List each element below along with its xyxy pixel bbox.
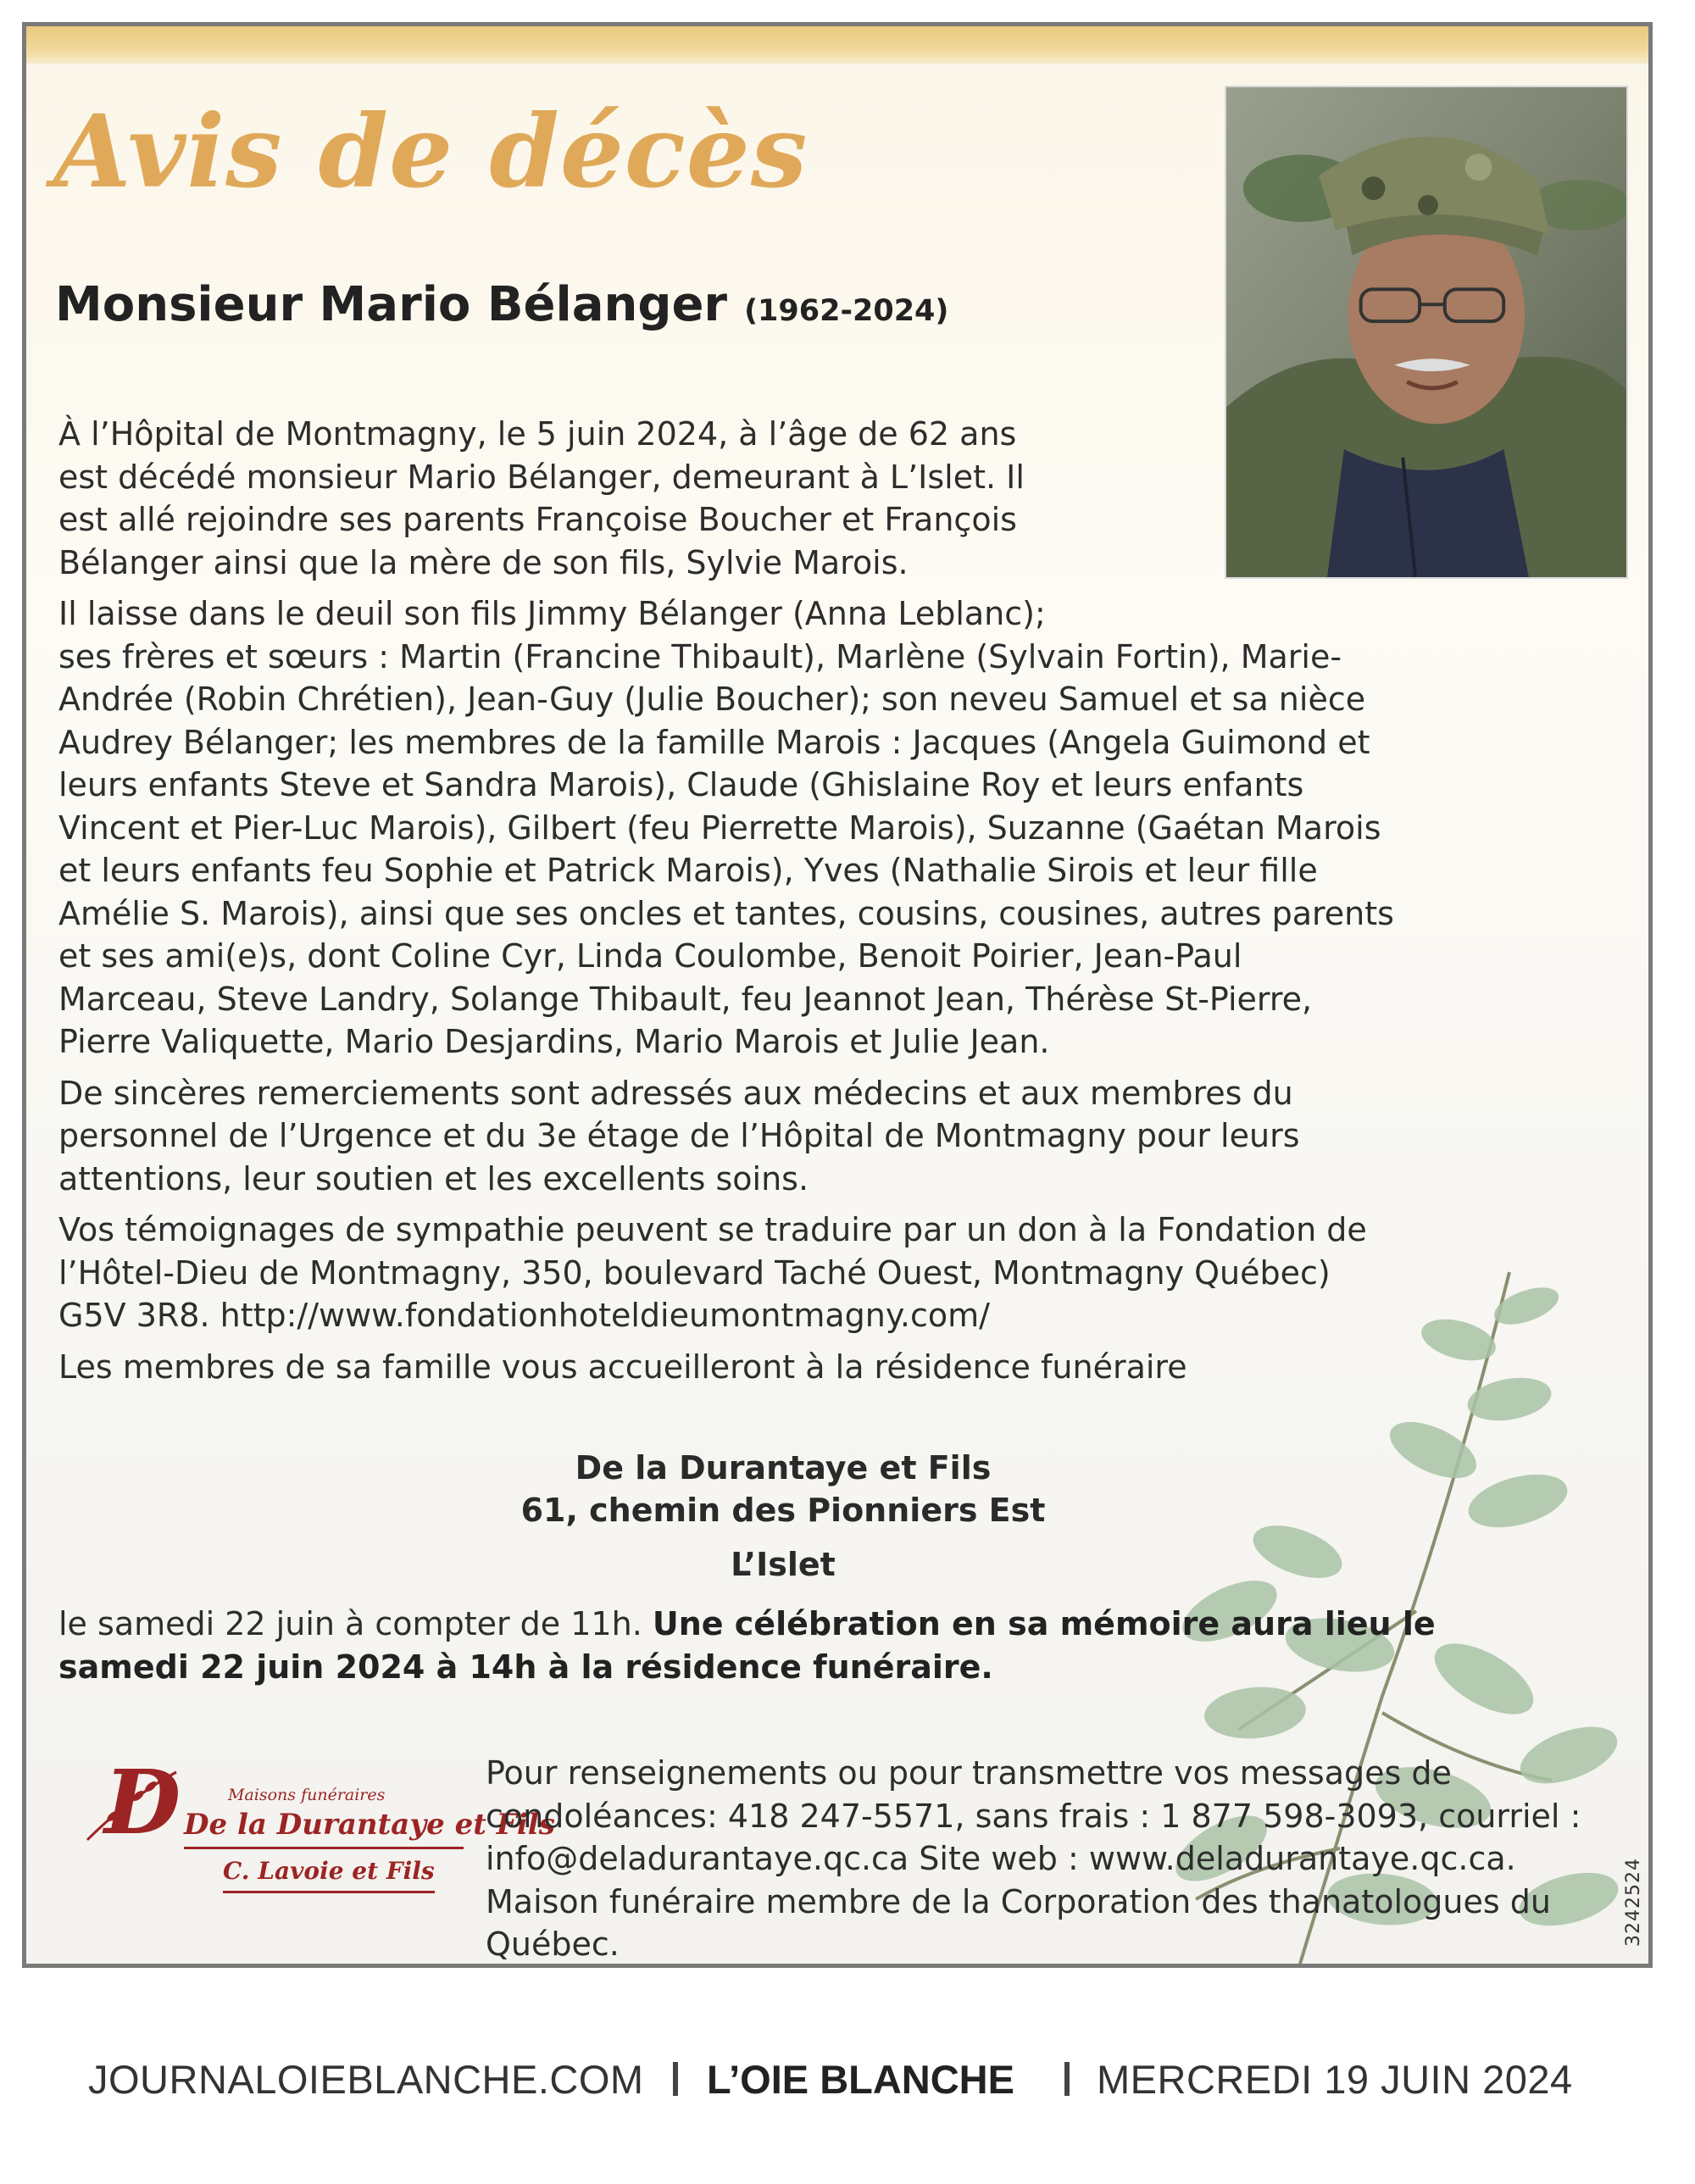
contact-information: Pour renseignements ou pour transmettre vos messages de condoléances: 418 247-5571, sans frais : 1 877 598-3093, courriel : info@deladurantaye.qc.ca Site web : www.deladurantaye.qc.ca. Maison funéraire membre de la Corporation des thanatologues du Québec.	[486, 1754, 1581, 1963]
ad-reference-number: 3242524	[1623, 1858, 1644, 1947]
funeral-home-street: 61, chemin des Pionniers Est	[520, 1492, 1046, 1529]
footer-newspaper-name: L’OIE BLANCHE	[707, 2056, 1014, 2102]
funeral-home-logo	[70, 1750, 555, 1904]
logo-divider	[184, 1847, 464, 1849]
footer-website: JOURNALOIEBLANCHE.COM	[88, 2056, 644, 2102]
logo-subtitle: Maisons funéraires	[228, 1786, 386, 1804]
paragraph-donations: Vos témoignages de sympathie peuvent se traduire par un don à la Fondation de l’Hôtel-Dieu de Montmagny, 350, boulevard Taché Ouest, Montmagny Québec) G5V 3R8. http://www.fondationhoteldieumontmagny.com/	[58, 1211, 1367, 1334]
logo-line-lavoie: C. Lavoie et Fils	[223, 1857, 435, 1885]
paragraph-survivors: Il laisse dans le deuil son fils Jimmy Bélanger (Anna Leblanc); ses frères et sœurs : Martin (Francine Thibault), Marlène (Sylvain Fortin), Marie- Andrée (Robin Chrétien), Jean-Guy (Julie Boucher); son neveu Samuel et sa nièce Audrey Bélanger; les membres de la famille Marois : Jacques (Angela Guimond et leurs enfants Steve et Sandra Marois), Claude (Ghislaine Roy et leurs enfants Vincent et Pier-Luc Marois), Gilbert (feu Pierrette Marois), Suzanne (Gaétan Marois et leurs enfants feu Sophie et Patrick Marois), Yves (Nathalie Sirois et leur fille Amélie S. Marois), ainsi que ses oncles et tantes, cousins, cousines, autres parents et ses ami(e)s, dont Coline Cyr, Linda Coulombe, Benoit Poirier, Jean-Paul Marceau, Steve Landry, Solange Thibault, feu Jeannot Jean, Thérèse St-Pierre, Pierre Valiquette, Mario Desjardins, Mario Marois et Julie Jean.	[58, 595, 1394, 1060]
paragraph-death: À l’Hôpital de Montmagny, le 5 juin 2024, à l’âge de 62 ans est décédé monsieur Mario Bélanger, demeurant à L’Islet. Il est allé rejoindre ses parents Françoise Boucher et François Bélanger ainsi que la mère de son fils, Sylvie Marois.	[58, 415, 1025, 581]
logo-underline	[223, 1891, 435, 1893]
newspaper-footer	[0, 2049, 1695, 2109]
footer-separator	[673, 2062, 678, 2096]
footer-separator	[1064, 2062, 1070, 2096]
top-gold-band	[26, 26, 1648, 64]
deceased-years: (1962-2024)	[744, 294, 949, 328]
deceased-name: Monsieur Mario Bélanger	[55, 277, 728, 332]
notice-heading: Avis de décès	[53, 92, 809, 210]
visitation-schedule	[58, 1603, 1618, 1689]
logo-monogram: D	[104, 1750, 181, 1854]
funeral-home-city: L’Islet	[731, 1546, 836, 1583]
obituary-body	[58, 413, 1635, 1397]
paragraph-thanks: De sincères remerciements sont adressés aux médecins et aux membres du personnel de l’Urgence et du 3e étage de l’Hôpital de Montmagny pour leurs attentions, leur soutien et les excellents soins.	[58, 1074, 1300, 1198]
obituary-notice	[22, 22, 1653, 1968]
visitation-time: le samedi 22 juin à compter de 11h.	[58, 1605, 653, 1642]
funeral-home-name: De la Durantaye et Fils	[575, 1449, 992, 1487]
paragraph-visitation: Les membres de sa famille vous accueilleront à la résidence funéraire	[58, 1348, 1187, 1386]
logo-line-durantaye: De la Durantaye et Fils	[184, 1808, 555, 1842]
footer-date: MERCREDI 19 JUIN 2024	[1097, 2056, 1573, 2102]
celebration-details: Une célébration en sa mémoire aura lieu le samedi 22 juin 2024 à 14h à la résidence funéraire.	[58, 1605, 1436, 1686]
deceased-name-line	[55, 277, 948, 332]
